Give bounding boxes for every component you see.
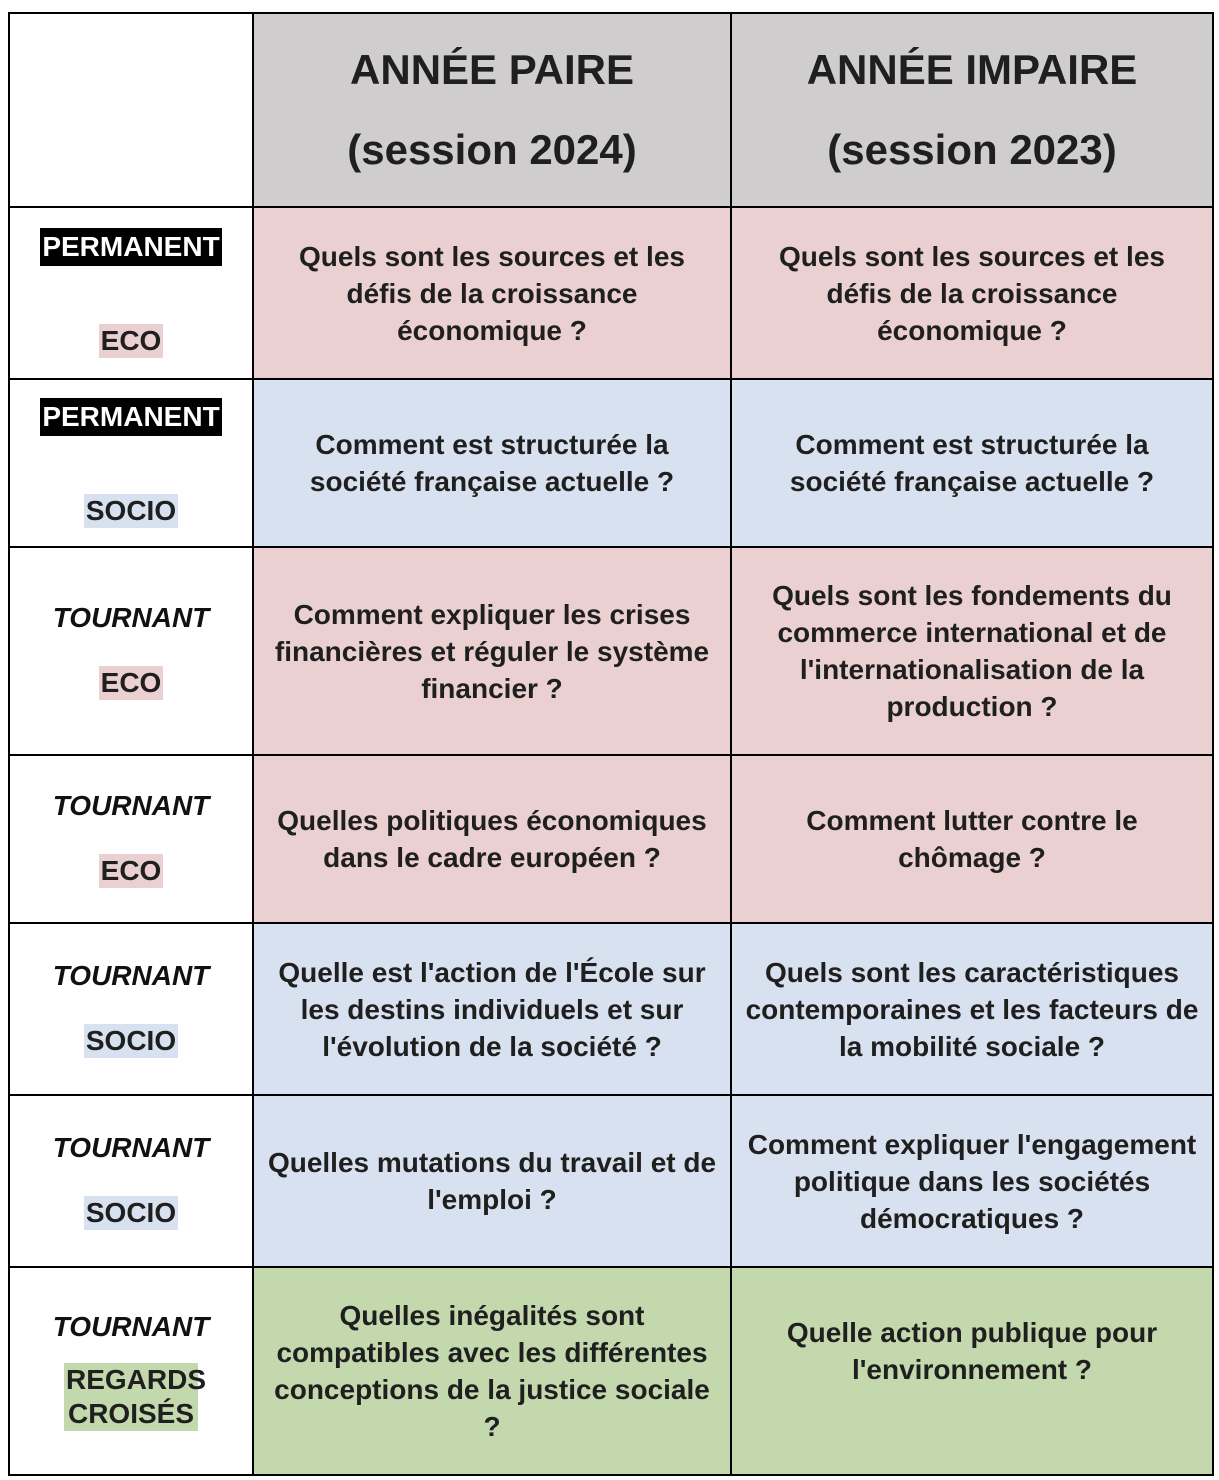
row-domain: ECO [100,667,162,698]
question-even: Quelles inégalités sont compatibles avec les différentes conceptions de la justice sociale ? [253,1267,731,1475]
row-type: PERMANENT [40,228,221,266]
row-type: TOURNANT [52,602,210,633]
program-table [8,12,1214,1476]
header-odd-year [731,13,1213,207]
header-even-title: ANNÉE PAIRE [350,46,634,93]
table-row [9,755,1213,923]
table-row [9,1095,1213,1267]
question-even: Quelle est l'action de l'École sur les destins individuels et sur l'évolution de la société ? [253,923,731,1095]
question-even: Quelles mutations du travail et de l'emploi ? [253,1095,731,1267]
row-domain: ECO [100,325,162,356]
row-label [9,1095,253,1267]
question-odd: Quelle action publique pour l'environnement ? [731,1267,1213,1475]
question-even: Quelles politiques économiques dans le cadre européen ? [253,755,731,923]
question-even: Quels sont les sources et les défis de la croissance économique ? [253,207,731,379]
row-type: TOURNANT [52,960,210,991]
row-label [9,379,253,547]
header-even-year [253,13,731,207]
question-odd: Quels sont les fondements du commerce international et de l'internationalisation de la production ? [731,547,1213,755]
row-type: TOURNANT [52,790,210,821]
question-odd: Quels sont les sources et les défis de la croissance économique ? [731,207,1213,379]
table-row [9,207,1213,379]
row-label [9,1267,253,1475]
row-label [9,923,253,1095]
header-even-session: (session 2024) [347,126,637,173]
question-even: Comment expliquer les crises financières et réguler le système financier ? [253,547,731,755]
corner-cell [9,13,253,207]
table-row [9,923,1213,1095]
row-type: TOURNANT [52,1132,210,1163]
row-type: TOURNANT [52,1311,210,1342]
row-type: PERMANENT [40,398,221,436]
question-odd: Quels sont les caractéristiques contemporaines et les facteurs de la mobilité sociale ? [731,923,1213,1095]
row-domain: SOCIO [85,1197,177,1228]
question-odd: Comment expliquer l'engagement politique dans les sociétés démocratiques ? [731,1095,1213,1267]
table-row [9,547,1213,755]
row-label [9,547,253,755]
question-even: Comment est structurée la société française actuelle ? [253,379,731,547]
row-label [9,207,253,379]
row-domain: SOCIO [85,495,177,526]
row-domain: ECO [100,855,162,886]
row-domain: SOCIO [85,1025,177,1056]
header-row [9,13,1213,207]
question-odd: Comment lutter contre le chômage ? [731,755,1213,923]
table-row [9,379,1213,547]
row-label [9,755,253,923]
header-odd-session: (session 2023) [827,126,1117,173]
table-row [9,1267,1213,1475]
row-domain: REGARDS CROISÉS [66,1364,207,1429]
header-odd-title: ANNÉE IMPAIRE [806,46,1138,93]
question-odd: Comment est structurée la société française actuelle ? [731,379,1213,547]
